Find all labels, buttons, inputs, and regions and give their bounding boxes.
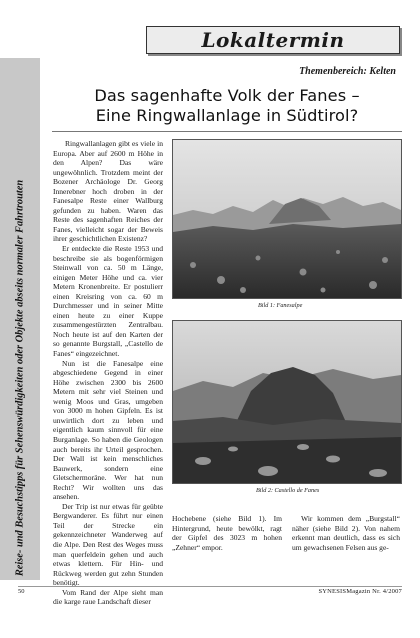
- photo-castello: [172, 320, 402, 484]
- paragraph: Ringwallanlagen gibt es viele in Europa. Aber auf 2600 m Höhe in den Alpen? Das wäre ungewöhnlich. Trotzdem meint der Bozener Archäologe Dr. Georg Innerebner hoch droben in der Fanesalpe Reste einer Wallburg gefunden zu haben. Waren das Reste des sagenhaften Reiches der Fanes, vielleicht sogar der Beweis ihrer geschichtlichen Existenz?: [53, 139, 163, 244]
- landscape-photo-1: [173, 140, 401, 298]
- section-title: Lokaltermin: [201, 28, 345, 52]
- paragraph: Hochebene (siehe Bild 1). Im Hintergrund, heute bewölkt, ragt der Gipfel des 3023 m hohen „Zehner“ empor.: [172, 514, 282, 552]
- headline-line-2: Eine Ringwallanlage in Südtirol?: [95, 106, 359, 125]
- paragraph: Der Trip ist nur etwas für geübte Bergwanderer. Es führt nur einen Teil der Strecke ein gekennzeichneter Wanderweg auf die Alpe. Den Rest des Weges muss man querfeldein gehen und auch etwas klettern. Für Hin- und Rückweg werden gut zehn Stunden benötigt.: [53, 501, 163, 588]
- magazine-name: SYNESISMagazin Nr. 4/2007: [318, 588, 402, 595]
- sidebar-text: Reise- und Besuchstipps für Sehenswürdigkeiten oder Objekte abseits normaler Fahrtrouten: [14, 179, 26, 577]
- sidebar-bar: [0, 58, 40, 580]
- headline-rule: [52, 131, 402, 132]
- article-headline: [52, 86, 402, 126]
- article-column-3: [292, 514, 400, 552]
- headline-line-1: Das sagenhafte Volk der Fanes –: [94, 86, 360, 105]
- article-column-2: [172, 514, 282, 552]
- page-number: 50: [18, 588, 25, 595]
- topic-label: Themenbereich: Kelten: [299, 66, 396, 77]
- paragraph: Er entdeckte die Reste 1953 und beschreibe sie als bogenförmigen Steinwall von ca. 50 m Länge, einigen Meter Höhe und ca. vier Metern Kronenbreite. Er postulierr einen Kreisring von ca. 60 m Durchmesser und in seiner Mitte einen heute zu einer Kuppe zusammengestürzten Zentralbau. Noch heute ist auf den Karten der so genannte Burgstall, „Castello de Fanes“ eingezeichnet.: [53, 244, 163, 359]
- paragraph: Wir kommen dem „Burgstall“ näher (siehe Bild 2). Von nahem erkennt man deutlich, dass es sich um gewachsenen Felsen aus ge-: [292, 514, 400, 552]
- landscape-photo-2: [173, 321, 401, 483]
- photo-caption-2: Bild 2: Castello de Fanes: [256, 487, 320, 494]
- photo-caption-1: Bild 1: Fanesalpe: [258, 302, 303, 309]
- section-banner: [146, 26, 400, 54]
- article-column-1: [53, 139, 163, 607]
- paragraph: Vom Rand der Alpe sieht man die karge raue Landschaft dieser: [53, 587, 163, 607]
- paragraph: Nun ist die Fanesalpe eine abgeschiedene Gegend in einer Höhe zwischen 2300 bis 2600 Metern mit sehr viel Steinen und wenig Moos und Gras, umgeben von 3000 m hohen Gipfeln. Es ist unwirtlich dort zu leben und eigentlich kaum sinnvoll für eine Burganlage. So haben die Geologen auch bereits ihr Urteil gesprochen. Der Wall ist kein menschliches Bauwerk, sondern eine Gletschermoräne. Wer hat nun Recht? Wir wollten uns das ansehen.: [53, 358, 163, 502]
- footer-rule: [18, 586, 402, 587]
- photo-fanesalpe: [172, 139, 402, 299]
